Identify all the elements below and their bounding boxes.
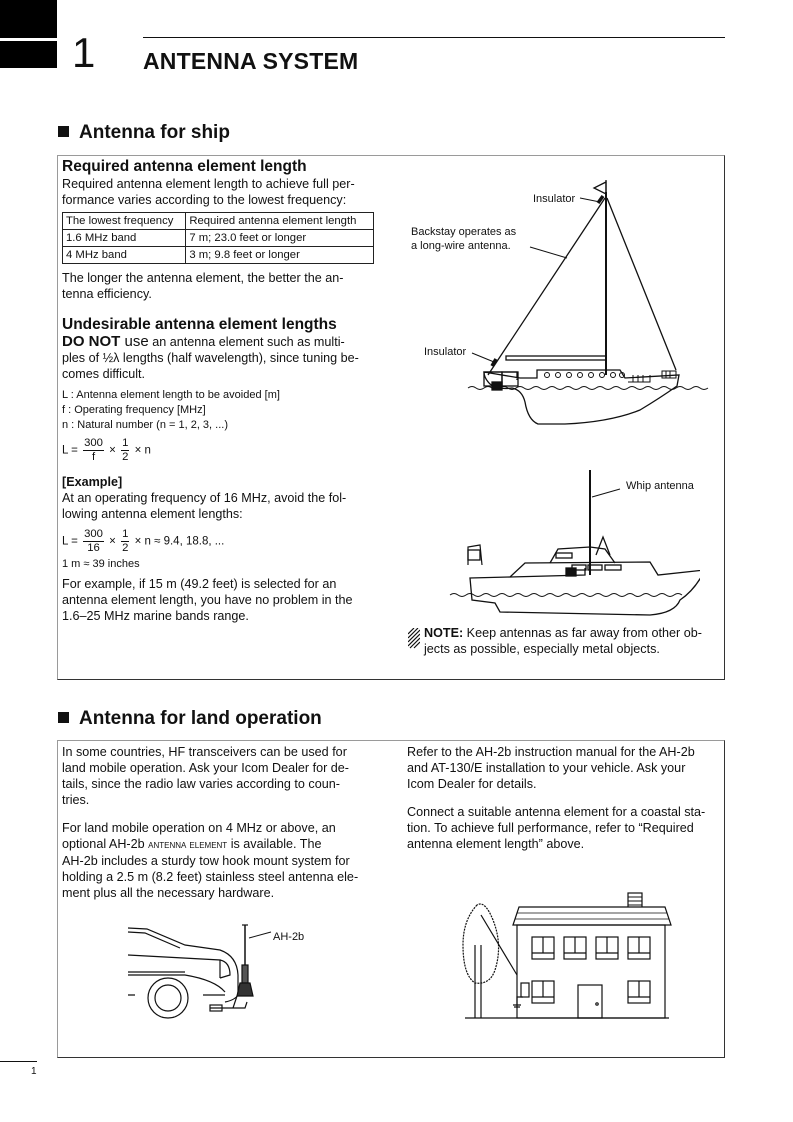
text-line: Backstay operates as [411,226,517,238]
text-line: and AT-130/E installation to your vehicle. Ask your [407,761,686,775]
note-hatch-icon [408,628,420,650]
text-line: Required antenna element length to achieve full per- [62,177,355,191]
note-block [408,625,720,657]
land-right-column [407,744,719,852]
fraction [83,437,104,464]
example-label: [Example] [62,475,123,489]
text-line: lowing antenna element lengths: [62,507,243,521]
undesirable-text [62,334,374,382]
text-line: jects as possible, especially metal objects. [424,642,660,656]
table-header-cell: The lowest frequency [63,213,186,230]
bullet-square-icon [58,126,69,137]
ah-2b-label: AH-2b [273,931,305,943]
text-line [62,836,374,853]
formula-tail: × n [134,444,151,457]
conversion-note: 1 m ≈ 39 inches [62,558,140,570]
numerator: 300 [84,437,103,449]
formula-lhs: L = [62,535,78,548]
paragraph-gap [62,808,374,820]
section-heading-ship [58,122,230,144]
text-line: For example, if 15 m (49.2 feet) is selected for an [62,577,337,591]
text-line: Icom Dealer for details. [407,777,537,791]
table-row [63,230,374,247]
text-line: 1.6–25 MHz marine bands range. [62,609,249,623]
text-line: ment plus all the necessary hardware. [62,886,275,900]
text-line: land mobile operation. Ask your Icom Dealer for de- [62,761,349,775]
fraction [83,528,104,555]
land-left-column [62,744,374,901]
denominator: f [91,451,96,463]
definition-line: n : Natural number (n = 1, 2, 3, ...) [62,419,228,431]
formula-tail: × n ≈ 9.4, 18.8, ... [134,535,225,548]
text-line: ples of ½λ lengths (half wavelength), since tuning be- [62,351,359,365]
denominator: 2 [122,542,129,554]
chapter-tab-marker-lower [0,41,57,68]
text-line: At an operating frequency of 16 MHz, avoid the fol- [62,491,347,505]
table-header-row [63,213,374,230]
table-cell: 4 MHz band [63,247,186,264]
text-line [62,334,374,350]
chapter-number: 1 [72,29,96,76]
footer-rule [0,1061,37,1062]
note-label: NOTE: [424,626,464,640]
text-span: an antenna element such as multi- [148,335,345,349]
denominator: 2 [122,451,129,463]
text-line: For land mobile operation on 4 MHz or above, an [62,821,336,835]
insulator-bottom-label: Insulator [424,346,467,358]
section-heading-text: Antenna for ship [79,122,230,143]
denominator: 16 [87,542,100,554]
efficiency-text [62,270,374,302]
text-line: Connect a suitable antenna element for a coastal sta- [407,805,706,819]
sailboat-illustration [400,170,720,440]
text-line: tenna efficiency. [62,287,152,301]
text-line: Refer to the AH-2b instruction manual for the AH-2b [407,745,695,759]
table-cell: 7 m; 23.0 feet or longer [186,230,374,247]
text-line: a long-wire antenna. [411,240,511,252]
text-line: formance varies according to the lowest frequency: [62,193,347,207]
required-length-heading: Required antenna element length [62,158,307,175]
table-cell: 1.6 MHz band [63,230,186,247]
required-intro [62,176,374,208]
text-line: antenna element length” above. [407,837,585,851]
text-span: is available. The [227,837,322,851]
formula-general [62,437,374,464]
paragraph-gap [407,792,719,804]
table-row [63,247,374,264]
example-paragraph [62,576,374,624]
text-line: The longer the antenna element, the better the an- [62,271,344,285]
chapter-tab-marker [0,0,57,38]
times-sign: × [109,535,116,548]
times-sign: × [109,444,116,457]
bullet-square-icon [58,712,69,723]
undesirable-lengths-heading: Undesirable antenna element lengths [62,316,337,333]
coastal-station-house-illustration [455,885,675,1025]
text-span: Keep antennas as far away from other ob- [463,626,702,640]
section-heading-land [58,708,322,730]
text-line: comes difficult. [62,367,146,381]
variable-definitions [62,388,374,433]
do-not-emphasis: DO NOT [62,333,121,350]
whip-antenna-label: Whip antenna [626,480,694,492]
car-illustration [125,920,285,1020]
antenna-element-smallcaps: antenna element [148,839,228,851]
text-line: tion. To achieve full performance, refer to “Required [407,821,694,835]
numerator: 1 [122,437,129,449]
text-line: tails, since the radio law varies according to coun- [62,777,340,791]
table-header-cell: Required antenna element length [186,213,374,230]
section-heading-text: Antenna for land operation [79,708,322,729]
chapter-title: ANTENNA SYSTEM [143,48,359,74]
insulator-top-label: Insulator [533,193,576,205]
numerator: 1 [122,528,129,540]
formula-example [62,528,374,555]
text-line: holding a 2.5 m (8.2 feet) stainless steel antenna ele- [62,870,359,884]
table-cell: 3 m; 9.8 feet or longer [186,247,374,264]
fraction [121,528,129,555]
definition-line: L : Antenna element length to be avoided [m] [62,389,280,401]
backstay-label [411,225,516,253]
formula-lhs: L = [62,444,78,457]
fraction [121,437,129,464]
numerator: 300 [84,528,103,540]
example-block [62,474,374,522]
text-span: optional AH-2b [62,837,149,851]
frequency-length-table [62,212,374,264]
text-line: tries. [62,793,90,807]
page-number: 1 [31,1066,37,1077]
ship-left-column [62,158,374,624]
definition-line: f : Operating frequency [MHz] [62,404,206,416]
text-line: In some countries, HF transceivers can be used for [62,745,347,759]
use-word: use [120,333,149,350]
text-line [408,625,720,641]
text-line: AH-2b includes a sturdy tow hook mount system for [62,854,350,868]
text-line: antenna element length, you have no problem in the [62,593,353,607]
header-rule [143,37,725,38]
